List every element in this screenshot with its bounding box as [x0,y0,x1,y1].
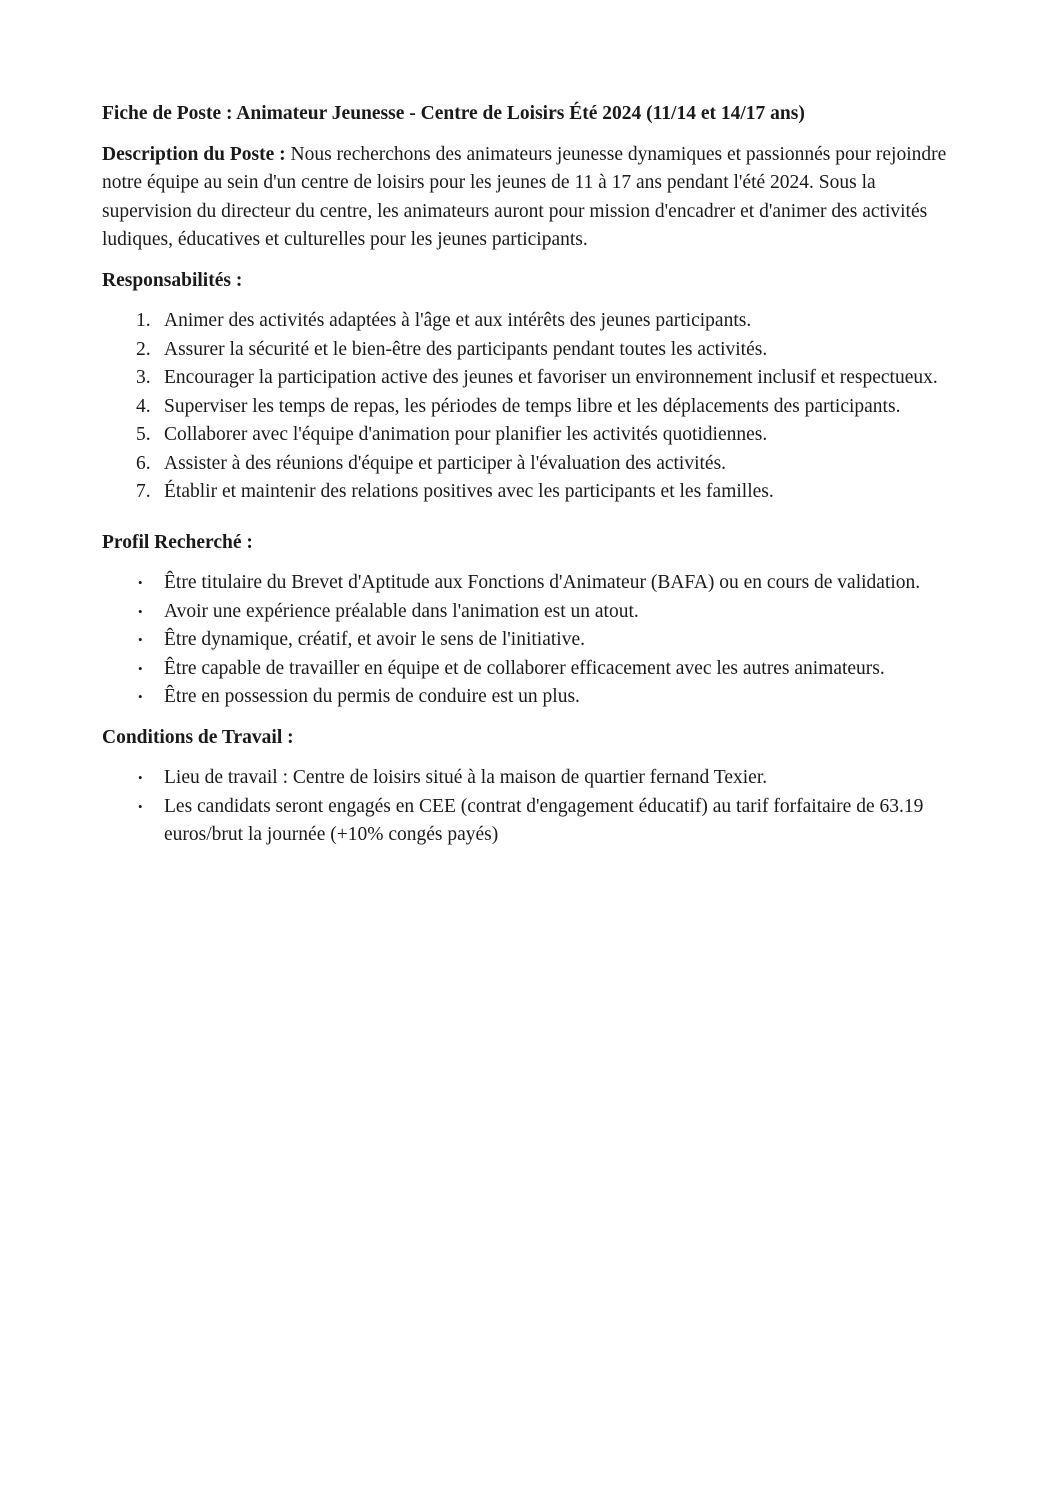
bullet-icon: • [138,660,143,676]
list-item [102,450,962,479]
bullet-icon: • [138,798,143,814]
list-number: 7. [136,481,151,502]
list-item-text: Avoir une expérience préalable dans l'animation est un atout. [164,600,639,622]
list-item-text: Animer des activités adaptées à l'âge et aux intérêts des jeunes participants. [164,310,752,331]
conditions-list [102,764,962,850]
list-number: 3. [136,367,151,388]
list-item-text: Collaborer avec l'équipe d'animation pour planifier les activités quotidiennes. [164,424,768,445]
list-item-text: Établir et maintenir des relations positives avec les participants et les familles. [164,481,774,502]
responsabilites-heading: Responsabilités : [102,269,243,291]
list-item-text: Être capable de travailler en équipe et de collaborer efficacement avec les autres animateurs. [164,657,885,679]
profil-heading: Profil Recherché : [102,531,253,553]
list-item [102,307,962,336]
list-item-text: Les candidats seront engagés en CEE (contrat d'engagement éducatif) au tarif forfaitaire de 63.19 euros/brut la journée (+10% congés payés) [164,795,924,845]
description-text: Nous recherchons des animateurs jeunesse dynamiques et passionnés pour rejoindre notre équipe au sein d'un centre de loisirs pour les jeunes de 11 à 17 ans pendant l'été 2024. Sous la supervision du directeur du centre, les animateurs auront pour mission d'encadrer et d'animer des activités ludiques, éducatives et culturelles pour les jeunes participants. [102,143,947,250]
list-number: 4. [136,395,151,417]
list-item [102,364,962,393]
list-item [102,764,962,793]
list-item [102,683,962,712]
list-item-text: Être en possession du permis de conduire est un plus. [164,686,580,707]
list-item-text: Être dynamique, créatif, et avoir le sens de l'initiative. [164,629,585,650]
bullet-icon: • [138,603,143,619]
list-item [102,626,962,655]
bullet-icon: • [138,632,143,647]
list-item [102,569,962,598]
list-item [102,478,962,507]
list-item-text: Superviser les temps de repas, les périodes de temps libre et les déplacements des participants. [164,395,901,417]
list-number: 6. [136,452,151,474]
list-item [102,336,962,365]
bullet-icon: • [138,575,143,590]
bullet-icon: • [138,770,143,785]
list-item-text: Assister à des réunions d'équipe et participer à l'évaluation des activités. [164,452,727,474]
list-number: 2. [136,338,151,360]
bullet-icon: • [138,689,143,704]
list-item [102,598,962,627]
list-item-text: Encourager la participation active des jeunes et favoriser un environnement inclusif et respectueux. [164,367,938,388]
profil-list [102,569,962,712]
list-item [102,655,962,684]
list-number: 5. [136,424,151,445]
list-item [102,421,962,450]
list-item [102,393,962,422]
document-title: Fiche de Poste : Animateur Jeunesse - Centre de Loisirs Été 2024 (11/14 et 14/17 ans) [102,103,805,124]
description-label: Description du Poste : [102,143,286,165]
conditions-heading: Conditions de Travail : [102,726,294,748]
responsabilites-list [102,307,962,507]
list-item-text: Être titulaire du Brevet d'Aptitude aux Fonctions d'Animateur (BAFA) ou en cours de validation. [164,572,921,593]
list-item [102,793,962,850]
document-content [102,100,962,862]
list-number: 1. [136,310,151,331]
list-item-text: Assurer la sécurité et le bien-être des participants pendant toutes les activités. [164,338,768,360]
description-paragraph [102,141,962,255]
list-item-text: Lieu de travail : Centre de loisirs situé à la maison de quartier fernand Texier. [164,767,768,788]
